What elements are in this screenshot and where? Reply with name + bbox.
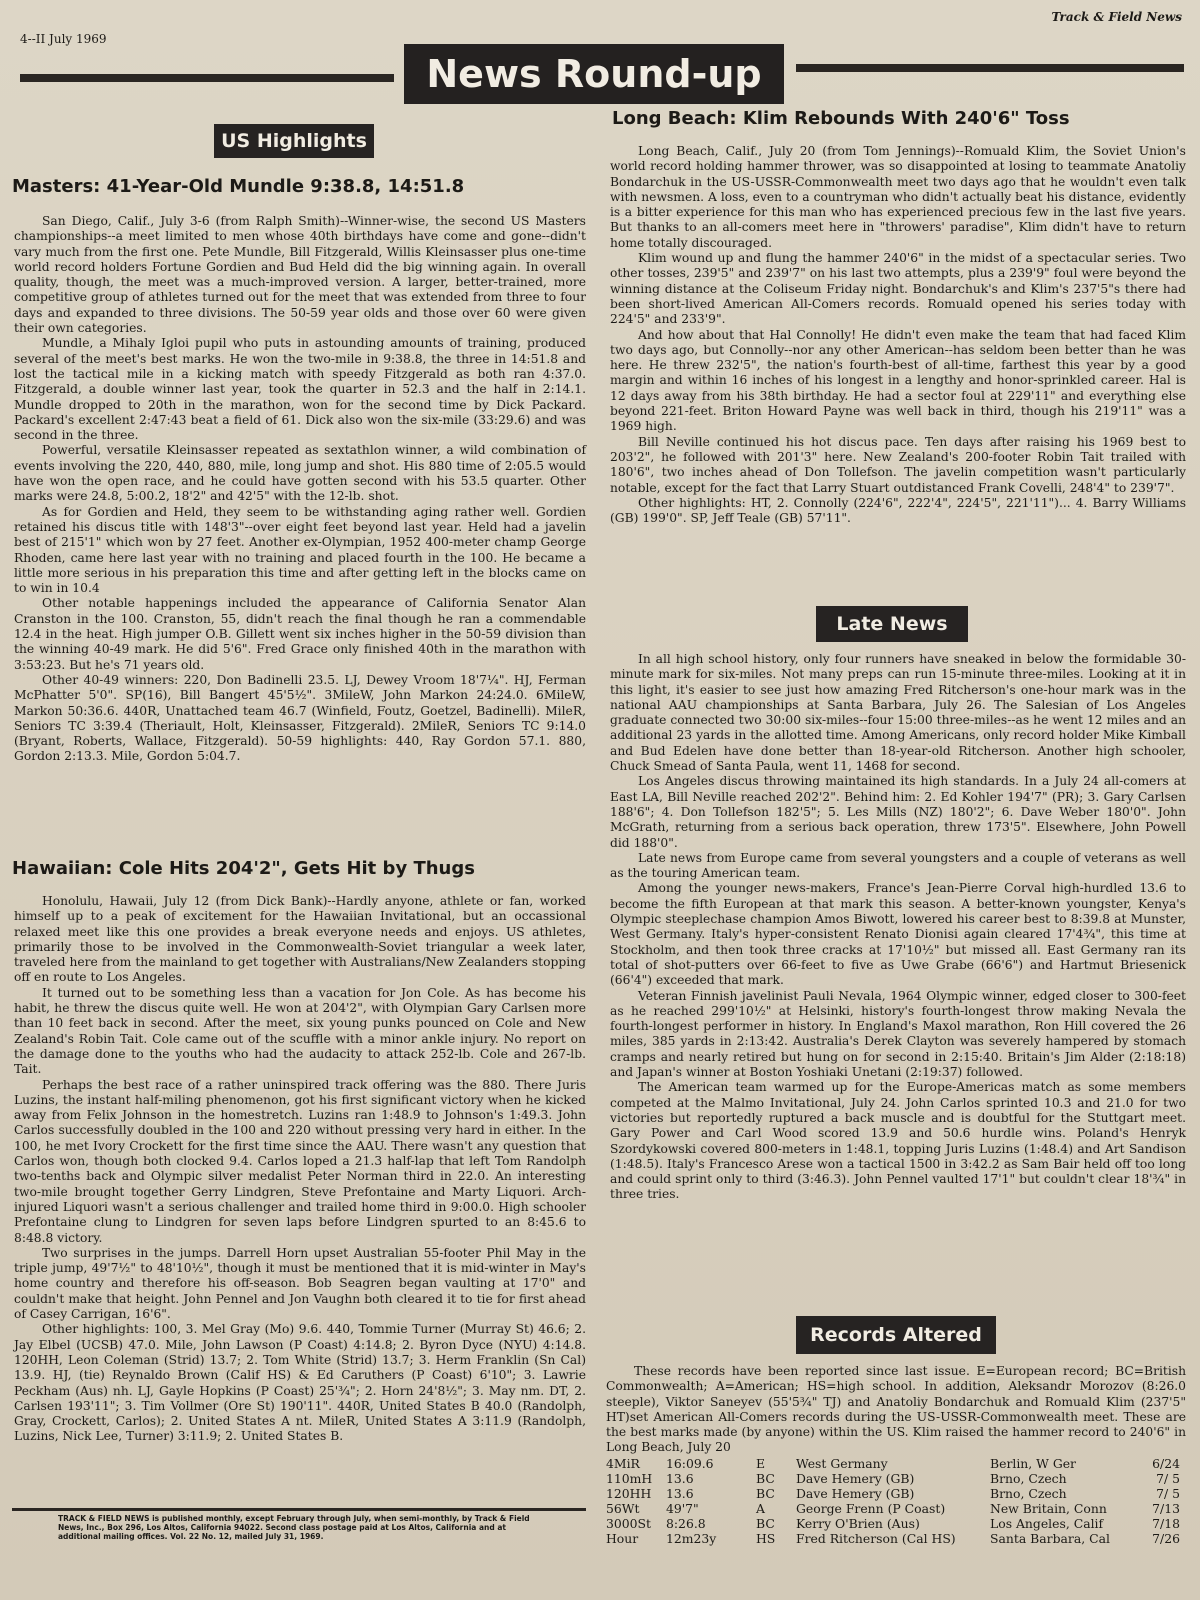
record-category: A — [756, 1501, 765, 1516]
records-row — [606, 1531, 1186, 1546]
late-news-paragraph: Among the younger news-makers, France's Jean-Pierre Corval high-hurdled 13.6 to become the fifth European at that mark this season. A better-known youngster, Kenya's Olympic steeplechase champion Amos Biwott, lowered his career best to 8:39.8 at Munster, West Germany. Italy's hyper-consistent Renato Dionisi again cleared 17'4¾", this time at Stockholm, and then took three cracks at 17'10½" but missed all. East Germany ran its total of shot-putters over 66-feet to five as Uwe Grabe (66'6") and Hartmut Briesenick (66'4") exceeded that mark. — [610, 881, 1186, 988]
record-place: Brno, Czech — [990, 1486, 1067, 1501]
records-intro-text: These records have been reported since last issue. E=European record; BC=British Commonwealth; A=American; HS=high school. In addition, Aleksandr Morozov (8:26.0 steeple), Viktor Saneyev (55'5¾" TJ) and Anatoliy Bondarchuk and Romuald Klim (237'5" HT)set American All-Comers records during the US-USSR-Commonwealth meet. These are the best marks made (by anyone) within the US. Klim raised the hammer record to 240'6" in Long Beach, July 20 — [606, 1364, 1186, 1455]
record-athlete: West Germany — [796, 1456, 888, 1471]
record-event: 4MiR — [606, 1456, 640, 1471]
late-news-paragraph: Veteran Finnish javelinist Pauli Nevala, 1964 Olympic winner, edged closer to 300-feet as he reached 299'10½" at Helsinki, history's fourth-longest throw making Nevala the fourth-longest performer in history. In England's Maxol marathon, Ron Hill covered the 26 miles, 385 yards in 2:13:42. Australia's Derek Clayton was severely hampered by stomach cramps and nearly retired but hung on for second in 2:15:40. Britain's Jim Alder (2:18:18) and Japan's winner at Boston Yoshiaki Unetani (2:19:37) followed. — [610, 988, 1186, 1080]
section-records-altered: Records Altered — [796, 1316, 996, 1354]
record-event: 56Wt — [606, 1501, 640, 1516]
record-date: 7/26 — [1152, 1531, 1180, 1546]
record-athlete: Kerry O'Brien (Aus) — [796, 1516, 920, 1531]
late-news-paragraph: The American team warmed up for the Europe-Americas match as some members competed at the Malmo Invitational, July 24. John Carlos sprinted 10.3 and 21.0 for two victories but reportedly ruptured a back muscle and is doubtful for the Stuttgart meet. Gary Power and Carl Wood scored 13.9 and 50.6 hurdle wins. Poland's Henryk Szordykowski covered 800-meters in 1:48.1, topping Juris Luzins (1:48.4) and Art Sandison (1:48.5). Italy's Francesco Arese won a tactical 1500 in 3:42.2 as Sam Bair held off too long and could sprint only to third (3:46.3). John Pennel vaulted 17'1" but couldn't clear 18'¾" in three tries. — [610, 1080, 1186, 1202]
records-row — [606, 1456, 1186, 1471]
records-row — [606, 1516, 1186, 1531]
publication-footer: TRACK & FIELD NEWS is published monthly, except February through July, when semi-monthly, by Track & Field News, Inc., Box 296, Los Altos, California 94022. Second class postage paid at Los Altos, California and at additional mailing offices. Vol. 22 No. 12, mailed July 31, 1969. — [58, 1514, 530, 1541]
long-beach-paragraph: And how about that Hal Connolly! He didn't even make the team that had faced Klim two days ago, but Connolly--nor any other American--has seldom been better than he was here. He threw 232'5", the nation's fourth-best of all-time, farthest this year by a good margin and within 16 inches of his longest in a lengthy and honor-sprinkled career. Hal is 12 days away from his 38th birthday. He had a sector foul at 229'11" and everything else beyond 221-feet. Briton Howard Payne was well back in third, though his 219'11" was a 1969 high. — [610, 327, 1186, 434]
record-athlete: Dave Hemery (GB) — [796, 1486, 915, 1501]
record-place: New Britain, Conn — [990, 1501, 1107, 1516]
hawaiian-paragraph: Perhaps the best race of a rather uninspired track offering was the 880. There Juris Luzins, the instant half-miling phenomenon, got his first significant victory when he kicked away from Felix Johnson in the homestretch. Luzins ran 1:48.9 to Johnson's 1:49.3. John Carlos successfully doubled in the 100 and 220 without pressing very hard in either. In the 100, he met Ivory Crockett for the first time since the AAU. There wasn't any question that Carlos won, though both clocked 9.4. Carlos loped a 21.3 half-lap that left Tom Randolph two-tenths back and Olympic silver medalist Peter Norman third in 22.0. An interesting two-mile brought together Gerry Lindgren, Steve Prefontaine and Marty Liquori. Arch-injured Liquori wasn't a serious challenger and trailed home third in 9:00.0. High schooler Prefontaine clung to Lindgren for seven laps before Lindgren spurted to an 8:45.6 to 8:48.8 victory. — [14, 1077, 586, 1245]
record-mark: 13.6 — [666, 1471, 694, 1486]
record-date: 7/18 — [1152, 1516, 1180, 1531]
hawaiian-paragraph: It turned out to be something less than a vacation for Jon Cole. As has become his habit, he threw the discus quite well. He won at 204'2", with Olympian Gary Carlsen more than 10 feet back in second. After the meet, six young punks pounced on Cole and New Zealand's Robin Tait. Cole came out of the scuffle with a minor ankle injury. No report on the damage done to the youths who had the audacity to attack 252-lb. Cole and 267-lb. Tait. — [14, 985, 586, 1077]
publication-name: Track & Field News — [1051, 10, 1182, 24]
record-category: BC — [756, 1486, 775, 1501]
record-place: Santa Barbara, Cal — [990, 1531, 1110, 1546]
record-place: Berlin, W Ger — [990, 1456, 1076, 1471]
record-event: 3000St — [606, 1516, 652, 1531]
masters-paragraph: Other notable happenings included the appearance of California Senator Alan Cranston in the 100. Cranston, 55, didn't reach the final though he ran a commendable 12.4 in the heat. High jumper O.B. Gillett went six inches higher in the 50-59 division than the winning 40-49 mark. He did 5'6". Fred Grace only finished 40th in the marathon with 3:53:23. But he's 71 years old. — [14, 596, 586, 672]
record-mark: 16:09.6 — [666, 1456, 714, 1471]
masters-headline: Masters: 41-Year-Old Mundle 9:38.8, 14:51.8 — [12, 176, 465, 197]
record-category: BC — [756, 1471, 775, 1486]
hawaiian-article — [14, 894, 586, 1445]
record-event: 110mH — [606, 1471, 653, 1486]
record-mark: 12m23y — [666, 1531, 717, 1546]
hawaiian-paragraph: Two surprises in the jumps. Darrell Horn upset Australian 55-footer Phil May in the triple jump, 49'7½" to 48'10½", though it must be mentioned that it is mid-winter in May's home country and therefore his off-season. Bob Seagren began vaulting at 17'0" and couldn't make that height. John Pennel and Jon Vaughn both cleared it to tie for first ahead of Casey Carrigan, 16'6". — [14, 1245, 586, 1322]
long-beach-paragraph: Klim wound up and flung the hammer 240'6" in the midst of a spectacular series. Two other tosses, 239'5" and 239'7" on his last two attempts, plus a 239'9" foul were beyond the winning distance at the Coliseum Friday night. Bondarchuk's and Klim's 237'5"s there had been short-lived American All-Comers records. Romuald opened his series today with 224'5" and 233'9". — [610, 251, 1186, 327]
record-date: 7/ 5 — [1156, 1486, 1180, 1501]
late-news-paragraph: Los Angeles discus throwing maintained its high standards. In a July 24 all-comers at East LA, Bill Neville reached 202'2". Behind him: 2. Ed Kohler 194'7" (PR); 3. Gary Carlsen 188'6"; 4. Don Tollefson 182'5"; 5. Les Mills (NZ) 180'2"; 6. Dave Weber 180'0". John McGrath, returning from a serious back operation, threw 173'5". Elsewhere, John Powell did 188'0". — [610, 774, 1186, 850]
section-us-highlights: US Highlights — [214, 124, 374, 158]
masthead-rule-left — [20, 74, 394, 82]
record-category: BC — [756, 1516, 775, 1531]
record-athlete: Fred Ritcherson (Cal HS) — [796, 1531, 956, 1546]
section-late-news: Late News — [816, 606, 968, 642]
masters-paragraph: Other 40-49 winners: 220, Don Badinelli 23.5. LJ, Dewey Vroom 18'7¼". HJ, Ferman McPhatter 5'0". SP(16), Bill Bangert 45'5½". 3MileW, John Markon 24:24.0. 6MileW, Markon 50:36.6. 440R, Unattached team 46.7 (Winfield, Foutz, Goetzel, Badinelli). MileR, Seniors TC 3:39.4 (Theriault, Holt, Kleinsasser, Fitzgerald). 2MileR, Seniors TC 9:14.0 (Bryant, Roberts, Wallace, Fitzgerald). 50-59 highlights: 440, Ray Gordon 57.1. 880, Gordon 2:13.3. Mile, Gordon 5:04.7. — [14, 672, 586, 764]
record-place: Los Angeles, Calif — [990, 1516, 1104, 1531]
record-category: HS — [756, 1531, 776, 1546]
record-event: 120HH — [606, 1486, 652, 1501]
hawaiian-headline: Hawaiian: Cole Hits 204'2", Gets Hit by Thugs — [12, 858, 475, 879]
records-row — [606, 1471, 1186, 1486]
page-number-date: 4--II July 1969 — [20, 32, 107, 46]
record-place: Brno, Czech — [990, 1471, 1067, 1486]
masthead-rule-right — [796, 64, 1184, 72]
long-beach-paragraph: Bill Neville continued his hot discus pace. Ten days after raising his 1969 best to 203'2", he followed with 201'3" here. New Zealand's 200-footer Robin Tait trailed with 180'6", two inches ahead of Don Tollefson. The javelin competition wasn't particularly notable, except for the fact that Larry Stuart outdistanced Frank Covelli, 248'4" to 239'7". — [610, 434, 1186, 495]
record-mark: 49'7" — [666, 1501, 699, 1516]
masters-paragraph: Powerful, versatile Kleinsasser repeated as sextathlon winner, a wild combination of events involving the 220, 440, 880, mile, long jump and shot. His 880 time of 2:05.5 would have won the open race, and he could have gotten second with his 53.5 quarter. Other marks were 24.8, 5:00.2, 18'2" and 42'5" with the 12-lb. shot. — [14, 443, 586, 504]
long-beach-headline: Long Beach: Klim Rebounds With 240'6" Toss — [612, 108, 1070, 129]
footer-rule — [12, 1508, 586, 1511]
record-date: 7/ 5 — [1156, 1471, 1180, 1486]
late-news-article — [610, 652, 1186, 1203]
masthead-title: News Round-up — [404, 44, 784, 104]
late-news-paragraph: In all high school history, only four runners have sneaked in below the formidable 30-minute mark for six-miles. Not many preps can run 15-minute three-miles. Looking at it in this light, it's easier to see just how amazing Fred Ritcherson's one-hour mark was in the national AAU championships at Santa Barbara, July 26. The Salesian of Los Angeles graduate connected two 30:00 six-miles--four 15:00 three-miles--as he went 12 miles and an additional 23 yards in the allotted time. Among Americans, only record holder Mike Kimball and Bud Edelen have done better than 18-year-old Ritcherson. Another high schooler, Chuck Smead of Santa Paula, went 11, 1468 for second. — [610, 652, 1186, 774]
masters-article — [14, 214, 586, 765]
long-beach-paragraph: Long Beach, Calif., July 20 (from Tom Jennings)--Romuald Klim, the Soviet Union's world record holding hammer thrower, was so disappointed at losing to teammate Anatoliy Bondarchuk in the US-USSR-Commonwealth meet two days ago that he wouldn't even talk with newsmen. A loss, even to a countryman who didn't actually beat his distance, evidently is a bitter experience for this man who has experienced precious few in the last five years. But thanks to an all-comers meet here in "throwers' paradise", Klim didn't have to return home totally discouraged. — [610, 144, 1186, 250]
record-mark: 13.6 — [666, 1486, 694, 1501]
record-athlete: Dave Hemery (GB) — [796, 1471, 915, 1486]
records-table — [606, 1456, 1186, 1546]
records-row — [606, 1501, 1186, 1516]
records-intro — [606, 1364, 1186, 1456]
long-beach-paragraph: Other highlights: HT, 2. Connolly (224'6", 222'4", 224'5", 221'11")... 4. Barry Williams (GB) 199'0". SP, Jeff Teale (GB) 57'11". — [610, 495, 1186, 526]
record-category: E — [756, 1456, 766, 1471]
record-mark: 8:26.8 — [666, 1516, 706, 1531]
record-athlete: George Frenn (P Coast) — [796, 1501, 946, 1516]
hawaiian-paragraph: Other highlights: 100, 3. Mel Gray (Mo) 9.6. 440, Tommie Turner (Murray St) 46.6; 2. Jay Elbel (UCSB) 47.0. Mile, John Lawson (P Coast) 4:14.8; 2. Byron Dyce (NYU) 4:14.8. 120HH, Leon Coleman (Strid) 13.7; 2. Tom White (Strid) 13.7; 3. Herm Franklin (Sn Cal) 13.9. HJ, (tie) Reynaldo Brown (Calif HS) & Ed Caruthers (P Coast) 6'10"; 3. Lawrie Peckham (Aus) nh. LJ, Gayle Hopkins (P Coast) 25'¾"; 2. Horn 24'8½"; 3. May nm. DT, 2. Carlsen 193'11"; 3. Tim Vollmer (Ore St) 190'11". 440R, United States B 40.0 (Randolph, Gray, Crockett, Carlos); 2. United States A nt. MileR, United States A 3:11.9 (Randolph, Luzins, Nick Lee, Turner) 3:11.9; 2. United States B. — [14, 1322, 586, 1444]
late-news-paragraph: Late news from Europe came from several youngsters and a couple of veterans as well as the touring American team. — [610, 850, 1186, 881]
hawaiian-paragraph: Honolulu, Hawaii, July 12 (from Dick Bank)--Hardly anyone, athlete or fan, worked himself up to a peak of excitement for the Hawaiian Invitational, but an occassional relaxed meet like this one provides a break everyone needs and enjoys. US athletes, primarily those to be involved in the Commonwealth-Soviet triangular a week later, traveled here from the mainland to get together with Australians/New Zealanders stopping off en route to Los Angeles. — [14, 894, 586, 985]
record-event: Hour — [606, 1531, 639, 1546]
record-date: 6/24 — [1152, 1456, 1180, 1471]
masters-paragraph: San Diego, Calif., July 3-6 (from Ralph Smith)--Winner-wise, the second US Masters championships--a meet limited to men whose 40th birthdays have come and gone--didn't vary much from the first one. Pete Mundle, Bill Fitzgerald, Willis Kleinsasser plus one-time world record holders Fortune Gordien and Bud Held did the big winning again. In overall quality, though, the meet was a much-improved version. A larger, better-trained, more competitive group of athletes turned out for the meet that was extended from three to four days and expanded to three divisions. The 50-59 year olds and those over 60 were given their own categories. — [14, 214, 586, 336]
masters-paragraph: As for Gordien and Held, they seem to be withstanding aging rather well. Gordien retained his discus title with 148'3"--over eight feet beyond last year. Held had a javelin best of 215'1" which won by 27 feet. Another ex-Olympian, 1952 400-meter champ George Rhoden, came here last year with no training and placed fourth in the 100. He became a little more serious in his preparation this time and after getting left in the blocks came on to win in 10.4 — [14, 504, 586, 596]
records-row — [606, 1486, 1186, 1501]
long-beach-article — [610, 144, 1186, 526]
record-date: 7/13 — [1152, 1501, 1180, 1516]
masters-paragraph: Mundle, a Mihaly Igloi pupil who puts in astounding amounts of training, produced several of the meet's best marks. He won the two-mile in 9:38.8, the three in 14:51.8 and lost the tactical mile in a kicking match with speedy Fitzgerald as both ran 4:37.0. Fitzgerald, a double winner last year, took the quarter in 52.3 and the half in 2:14.1. Mundle dropped to 20th in the marathon, won for the second time by Dick Packard. Packard's excellent 2:47:43 beat a field of 61. Dick also won the six-mile (33:29.6) and was second in the three. — [14, 336, 586, 443]
